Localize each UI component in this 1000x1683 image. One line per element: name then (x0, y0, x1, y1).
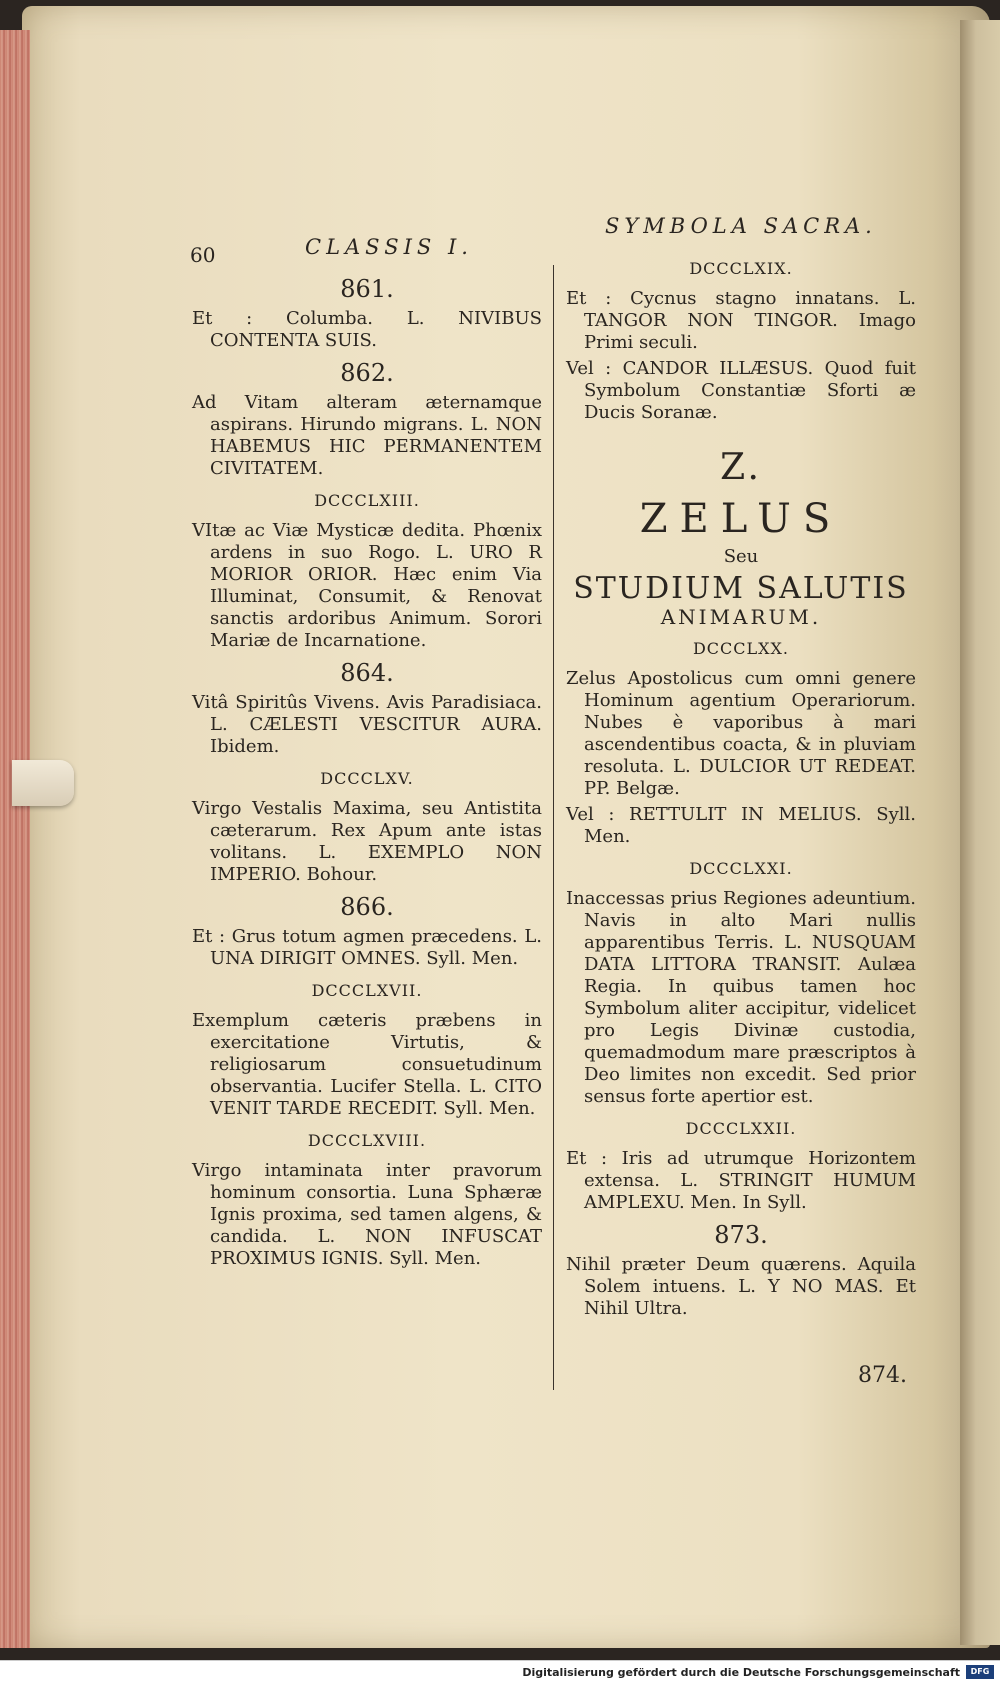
facing-page-edge (960, 20, 1000, 1645)
entry-number: 864. (340, 659, 394, 687)
ribbon-marker (12, 760, 74, 806)
section-letter: Z. (720, 447, 762, 488)
entry-number: DCCCLXV. (320, 769, 414, 788)
entry-number: DCCCLXXII. (685, 1119, 797, 1138)
column-rule (553, 265, 554, 1390)
running-head-right: SYMBOLA SACRA. (605, 214, 877, 238)
entry-number: 862. (340, 359, 394, 387)
entry-text: Virgo intaminata inter pravorum hominum consortia. Luna Sphæræ Ignis proxima, sed tamen algens, & candida. L. NON INFUSCAT PROXIMUS IGNIS. Syll. Men. (192, 1160, 542, 1269)
page-number: 60 (190, 243, 216, 267)
entry-text: Et : Iris ad utrumque Horizontem extensa. L. STRINGIT HUMUM AMPLEXU. Men. In Syll. (566, 1148, 916, 1213)
entry-number: DCCCLXVIII. (307, 1131, 427, 1150)
entry-text: Vitâ Spiritûs Vivens. Avis Paradisiaca. L. CÆLESTI VESCITUR AURA. Ibidem. (192, 692, 542, 757)
entry-text: Et : Columba. L. NIVIBUS CONTENTA SUIS. (192, 308, 542, 351)
entry-text: Exemplum cæteris præbens in exercitatione Virtutis, & religiosarum consuetudinum observantia. Lucifer Stella. L. CITO VENIT TARDE RECEDIT. Syll. Men. (192, 1010, 542, 1119)
entry-text: Ad Vitam alteram æternamque aspirans. Hirundo migrans. L. NON HABEMUS HIC PERMANENTEM CIVITATEM. (192, 392, 542, 479)
entry-number: DCCCLXXI. (689, 859, 793, 878)
entry-number: 861. (340, 275, 394, 303)
catchword: 874. (858, 1363, 907, 1388)
entry-number: DCCCLXIX. (689, 259, 793, 278)
right-column (566, 248, 916, 1324)
entry-number: DCCCLXIII. (314, 491, 420, 510)
entry-text: Zelus Apostolicus cum omni genere Hominum agentium Operariorum. Nubes è vaporibus à mari ascendentibus coacta, & in pluviam resoluta. L. DULCIOR UT REDEAT. PP. Belgæ. (566, 668, 916, 799)
entry-text: Vel : RETTULIT IN MELIUS. Syll. Men. (566, 804, 916, 847)
section-subtitle-2: ANIMARUM. (660, 605, 822, 629)
section-subtitle: STUDIUM SALUTIS (573, 571, 909, 606)
footer-bar (0, 1660, 1000, 1683)
section-title: ZELUS (639, 496, 843, 542)
entry-text: Et : Cycnus stagno innatans. L. TANGOR NON TINGOR. Imago Primi seculi. (566, 288, 916, 353)
entry-text: Nihil præter Deum quærens. Aquila Solem intuens. L. Y NO MAS. Et Nihil Ultra. (566, 1254, 916, 1319)
dfg-logo: DFG (966, 1665, 994, 1679)
left-column (192, 268, 542, 1274)
funding-credit: Digitalisierung gefördert durch die Deutsche Forschungsgemeinschaft (522, 1666, 960, 1679)
section-conjunction: Seu (723, 546, 759, 567)
entry-number: 873. (714, 1221, 768, 1249)
entry-number: DCCCLXX. (692, 639, 790, 658)
entry-number: 866. (340, 893, 394, 921)
page-edges-left (0, 30, 30, 1648)
entry-text: Virgo Vestalis Maxima, seu Antistita cæterarum. Rex Apum ante istas volitans. L. EXEMPLO NON IMPERIO. Bohour. (192, 798, 542, 885)
entry-text: Et : Grus totum agmen præcedens. L. UNA DIRIGIT OMNES. Syll. Men. (192, 926, 542, 969)
entry-text: Vel : CANDOR ILLÆSUS. Quod fuit Symbolum Constantiæ Sforti æ Ducis Soranæ. (566, 358, 916, 423)
entry-number: DCCCLXVII. (311, 981, 423, 1000)
entry-text: VItæ ac Viæ Mysticæ dedita. Phœnix ardens in suo Rogo. L. URO R MORIOR ORIOR. Hæc enim Via Illuminat, Consumit, & Renovat sanctis ardoribus Animum. Sorori Mariæ de Incarnatione. (192, 520, 542, 651)
entry-text: Inaccessas prius Regiones adeuntium. Navis in alto Mari nullis apparentibus Terris. L. NUSQUAM DATA LITTORA TRANSIT. Aulæa Regia. In quibus tamen hoc Symbolum aliter accipitur, videlicet pro Legis Divinæ custodia, quemadmodum mare præscriptos à Deo limites non excedit. Sed prior sensus forte apertior est. (566, 888, 916, 1107)
running-head-left: CLASSIS I. (305, 235, 473, 259)
